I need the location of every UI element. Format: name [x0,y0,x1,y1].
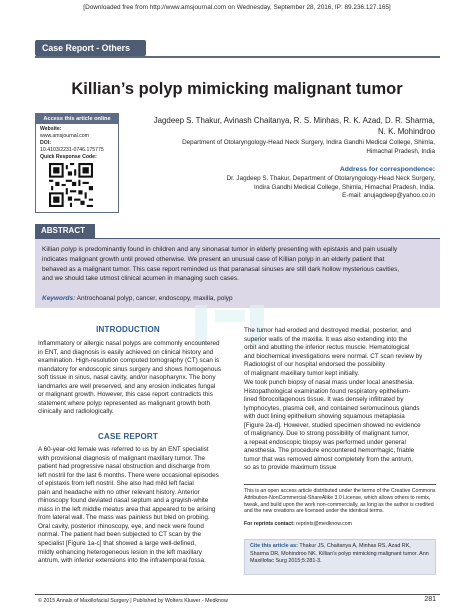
body-line: normal. The patient had been subjected to CT scan by the [38,531,202,539]
body-line: anesthesia. The procedure encountered hemorrhagic, friable [244,447,415,455]
correspondence-heading: Address for correspondence: [339,166,435,173]
body-line: Inflammatory or allergic nasal polyps are commonly encountered [38,340,220,347]
body-line: in ENT, and diagnosis is easily achieved on clinical history and [38,348,214,356]
introduction-heading: INTRODUCTION [96,325,160,334]
body-line: superior walls of the maxilla. It was also extending into the [244,335,408,343]
reprints-label: For reprints contact: [244,521,295,527]
body-line: statement where polyp represented as malignant growth both [38,399,211,407]
correspondence-line: Dr. Jagdeep S. Thakur, Department of Otolaryngology-Head Neck Surgery, [226,175,435,182]
body-line: mass in the left middle meatus area that appeared to be arising [38,505,216,513]
body-line: soft tissue in sinus, nasal cavity, and/or nasopharynx. The bony [38,374,216,382]
keywords-label: Keywords: [42,295,76,302]
footer-copyright: © 2015 Annals of Maxillofacial Surgery | Published by Wolters Kluwer - Medknow [38,598,228,604]
body-line: antrum, with inferior extensions into the infratemporal fossa. [38,557,206,565]
body-line: The tumor had eroded and destroyed medial, posterior, and [244,327,412,334]
website-label: Website: [40,126,62,132]
abstract-line: behaved as a malignant tumor. This case report reminded us that paranasal sinuses are still dark hollow mysterious cavities, [42,265,400,273]
doi-value[interactable]: 10.4103/2231-0746.175775 [40,147,104,153]
body-line: or malignant growth. However, this case report contradicts this [38,391,213,399]
body-line: mandatory for endoscopic sinus surgery and shows homogenous [38,365,222,373]
body-line: with provisional diagnosis of malignant maxillary tumor. The [38,454,206,462]
reprints-contact [244,521,436,527]
authors-line: N. K. Mohindroo [377,126,435,136]
body-line: lined fibrocollagenous tissue. It was densely infiltrated by [244,396,404,404]
correspondence-line: Indira Gandhi Medical College, Shimla, Himachal Pradesh, India. [254,183,435,191]
cite-label: Cite this article as: [250,543,298,549]
abstract-text [42,245,435,284]
affiliation-line: Department of Otolaryngology-Head Neck Surgery, Indira Gandhi Medical College, Shimla, [182,139,435,146]
abstract-line: and we should take utmost clinical acumen in managing such cases. [42,275,239,283]
affiliation-line: Himachal Pradesh, India [366,147,435,155]
body-line: with duct lining epithelium showing squamous metaplasia [244,413,405,421]
body-line: left nostril for the last 6 months. There were occasional episodes [38,471,219,479]
body-line: A 60-year-old female was referred to us by an ENT specialist [38,446,209,453]
case-report-heading: CASE REPORT [98,432,158,441]
affiliation [150,139,435,156]
abstract-line: Killian polyp is predominantly found in children and any sinonasal tumor in elderly presenting with epistaxis and pain usually [42,246,398,253]
qr-label: Quick Response Code: [40,154,97,160]
citation-box [244,539,436,575]
body-line: landmarks are well preserved, and any erosion indicates fungal [38,382,216,390]
body-line: mildly enhancing heterogeneous lesion in the left maxillary [38,548,202,556]
body-line: [Figure 2a-d]. However, studied specimen showed no evidence [244,421,421,429]
license-notice: This is an open access article distributed under the terms of the Creative Commons Attribution-NonCommercial-ShareAlike 3.0 License, which allows others to remix, tweak, and build upon the work non-commercially, as long as the author is credited and the new creations are licensed under the identical terms. [244,484,436,515]
website-link[interactable]: www.amsjournal.com [40,133,90,139]
page-number: 281 [424,596,436,603]
article-title: Killian’s polyp mimicking malignant tumor [71,80,403,98]
body-line: specialist [Figure 1a-c] that showed a large well-defined, [38,540,196,548]
body-line: tumor that was removed almost completely from the antrum, [244,455,413,463]
header-rule [35,56,440,58]
body-line: a repeat endoscopic biopsy was performed under general [244,438,406,446]
body-line: pain and headache with no other relevant history. Anterior [38,488,200,496]
body-line: of malignant maxillary tumor kept initially. [244,369,360,377]
abstract-line: indicates malignant growth until proved otherwise. We present an unusual case of Killian polyp in an elderly patient that [42,255,385,263]
body-line: Histopathological examination found respiratory epithelium- [244,387,411,395]
body-line: and biochemical investigations were normal. CT scan review by [244,352,423,360]
right-column-paragraph-2 [244,379,436,473]
keywords-list: Antrochoanal polyp, cancer, endoscopy, maxilla, polyp [75,295,233,302]
doi-label: DOI: [40,140,51,146]
body-line: Oral cavity, posterior rhinoscopy, eye, and neck were found [38,522,204,530]
reprints-email[interactable]: reprints@medknow.com [294,521,352,527]
correspondence-email[interactable]: E-mail: anujagdeep@yahoo.co.in [342,192,435,200]
body-line: orbit and abutting the inferior rectus muscle. Hematological [244,344,410,352]
correspondence-address [150,175,435,201]
body-line: examination. High-resolution computed tomography (CT) scan is [38,357,220,365]
body-line: We took punch biopsy of nasal mass under local anesthesia. [244,379,415,386]
footer-rule [35,594,440,595]
body-line: clinically and radiologically. [38,408,114,416]
body-line: of malignancy. Due to strong possibility of malignant tumor, [244,430,410,438]
authors-line: Jagdeep S. Thakur, Avinash Chaitanya, R. S. Minhas, R. K. Azad, D. R. Sharma, [153,116,435,125]
body-line: of epistaxis from left nostril. She also had mild left facial [38,480,194,488]
qr-code-icon [49,163,93,207]
right-column-paragraph-1 [244,327,436,378]
case-report-body [38,446,221,566]
access-box-heading: Access this article online [36,114,118,124]
body-line: so as to provide maximum tissue [244,464,337,472]
abstract-heading: ABSTRACT [35,224,95,238]
download-banner: [Downloaded free from http://www.amsjournal.com on Wednesday, September 28, 2016, IP: 89.236.127.165] [83,4,391,11]
body-line: rhinoscopy found deviated nasal septum and a grayish-white [38,497,209,505]
body-line: from lateral wall. The mass was painless but bled on probing. [38,514,210,522]
access-article-box [35,113,119,213]
cite-text: Thakur JS, Chaitanya A, Minhas RS, Azad RK, Sharma DR, Mohindroo NK. Killian’s polyp mimicking malignant tumor. Ann Maxillofac Surg 2015;5:281-3. [250,543,429,564]
author-list [150,116,435,137]
introduction-body [38,340,221,417]
body-line: Radiologist of our hospital endorsed the possibility [244,361,386,369]
body-line: lymphocytes, plasma cell, and contained seromucinous glands [244,404,420,412]
section-label: Case Report - Others [35,40,146,56]
body-line: patient had progressive nasal obstruction and discharge from [38,463,210,471]
